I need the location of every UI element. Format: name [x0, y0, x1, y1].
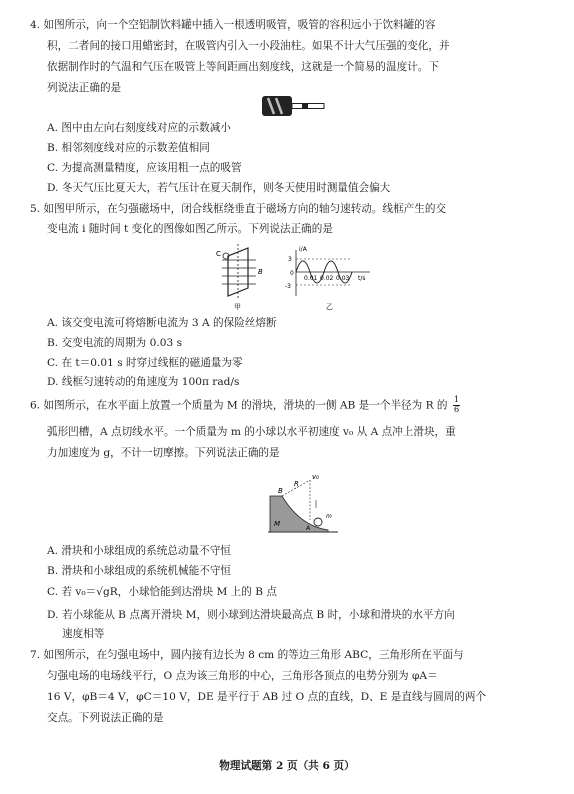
q6-option-c: C. 若 v₀＝√gR，小球恰能到达滑块 M 上的 B 点 [47, 586, 277, 598]
ytick-neg3: -3 [285, 283, 291, 290]
q6-line-1 [30, 396, 462, 415]
q5-line-1: 5. 如图甲所示，在匀强磁场中，闭合线框绕垂直于磁场方向的轴匀速转动。线框产生的交 [30, 203, 447, 215]
label-A: A [306, 525, 311, 532]
q6-option-b: B. 滑块和小球组成的系统机械能不守恒 [47, 565, 232, 577]
q6-line-2: 弧形凹槽，A 点切线水平。一个质量为 m 的小球以水平初速度 v₀ 从 A 点冲上滑块，重 [47, 426, 456, 438]
q6-slider-figure [266, 468, 340, 534]
label-B: B [278, 487, 283, 495]
q6-option-d: D. 若小球能从 B 点离开滑块 M，则小球到达滑块最高点 B 时，小球和滑块的水平方向 [47, 609, 455, 621]
q4-line-3: 依据制作时的气温和气压在吸管上等间距画出刻度线，这就是一个简易的温度计。下 [47, 61, 439, 73]
q6-line-1-text: 6. 如图所示，在水平面上放置一个质量为 M 的滑块，滑块的一侧 AB 是一个半径为 R 的 [30, 399, 448, 412]
label-m: m [326, 513, 332, 520]
q4-option-a: A. 图中由左向右刻度线对应的示数减小 [47, 122, 231, 134]
q6-line-3: 力加速度为 g，不计一切摩擦。下列说法正确的是 [47, 447, 280, 459]
q6-fraction [453, 396, 460, 415]
q5-option-c: C. 在 t＝0.01 s 时穿过线框的磁通量为零 [47, 357, 243, 369]
ytick-0: 0 [290, 270, 294, 277]
q4-option-b: B. 相邻刻度线对应的示数差值相同 [47, 142, 210, 154]
q4-option-c: C. 为提高测量精度，应该用粗一点的吸管 [47, 162, 242, 174]
xtick-003: 0.03 [336, 275, 350, 282]
q4-thermometer-figure [258, 94, 328, 118]
ytick-3: 3 [288, 256, 292, 263]
xtick-002: 0.02 [320, 275, 334, 282]
q4-option-d: D. 冬天气压比夏天大，若气压计在夏天制作，则冬天使用时测量值会偏大 [47, 182, 391, 194]
q6-option-d-cont: 速度相等 [62, 628, 105, 640]
q7-line-2: 匀强电场的电场线平行，O 点为该三角形的中心，三角形各顶点的电势分别为 φA＝ [47, 670, 438, 682]
xtick-001: 0.01 [304, 275, 318, 282]
label-jia: 甲 [234, 303, 241, 311]
q5-option-d: D. 线框匀速转动的角速度为 100π rad/s [47, 376, 240, 388]
q6-frac-num: 1 [453, 395, 460, 405]
page-footer: 物理试题第 2 页（共 6 页） [219, 760, 355, 772]
q5-option-b: B. 交变电流的周期为 0.03 s [47, 337, 183, 349]
label-M: M [274, 520, 281, 528]
coil-diagram [216, 244, 263, 311]
q6-option-a: A. 滑块和小球组成的系统总动量不守恒 [47, 545, 231, 557]
q5-option-a: A. 该交变电流可将熔断电流为 3 A 的保险丝熔断 [47, 317, 277, 329]
graph-ylabel: i/A [299, 246, 307, 253]
label-R: R [294, 480, 299, 488]
q7-line-4: 交点。下列说法正确的是 [47, 712, 164, 724]
q5-line-2: 变电流 i 随时间 t 变化的图像如图乙所示。下列说法正确的是 [47, 223, 333, 235]
q4-line-2: 积，二者间的接口用蜡密封，在吸管内引入一小段油柱。如果不计大气压强的变化，并 [47, 40, 450, 52]
coil-label: C [216, 250, 221, 258]
label-yi: 乙 [326, 303, 333, 311]
q5-figure [208, 242, 378, 312]
oil-column [302, 104, 308, 109]
field-label: B [258, 268, 263, 276]
q4-line-1: 4. 如图所示，向一个空铝制饮料罐中插入一根透明吸管，吸管的容积远小于饮料罐的容 [30, 19, 436, 31]
current-graph [285, 246, 370, 311]
q6-frac-den: 6 [453, 405, 460, 415]
q7-line-3: 16 V，φB＝4 V，φC＝10 V，DE 是平行于 AB 过 O 点的直线，D、E 是直线与圆周的两个 [47, 691, 487, 703]
q4-line-4: 列说法正确的是 [47, 82, 122, 94]
ball [314, 518, 322, 526]
graph-xlabel: t/s [358, 275, 366, 282]
label-O: v₀ [312, 473, 319, 481]
q7-line-1: 7. 如图所示，在匀强电场中，圆内接有边长为 8 cm 的等边三角形 ABC，三角形所在平面与 [30, 649, 464, 661]
